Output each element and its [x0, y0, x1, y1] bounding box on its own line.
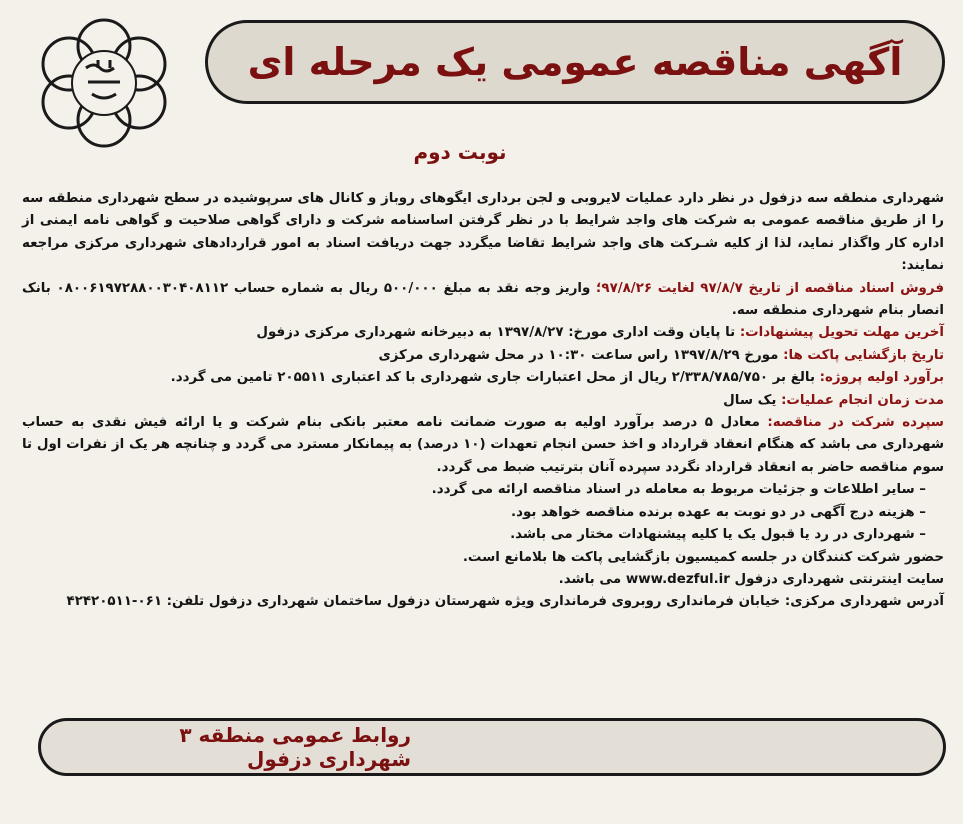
- footer-banner: [38, 718, 946, 776]
- opening-line: [22, 345, 944, 367]
- opening-text: مورخ ۱۳۹۷/۸/۲۹ راس ساعت ۱۰:۳۰ در محل شهرداری مرکزی: [378, 347, 784, 363]
- duration-text: یک سال: [723, 392, 782, 408]
- deadline-text: تا پایان وقت اداری مورخ: ۱۳۹۷/۸/۲۷ به دبیرخانه شهرداری مرکزی دزفول: [256, 325, 740, 341]
- website-suffix: می باشد.: [558, 571, 626, 587]
- bullet-item: – سایر اطلاعات و جزئیات مربوط به معامله در اسناد مناقصه ارائه می گردد.: [22, 479, 944, 501]
- deposit-text: معادل ۵ درصد برآورد اولیه به صورت ضمانت نامه معتبر بانکی بنام شرکت و یا ارائه فیش نقدی به حساب شهرداری می باشد که هنگام انعقاد قرارداد و اخذ حسن انجام تعهدات (۱۰ درصد) به پیمانکار مسترد می گردد و چنانچه هر یک از نفرات اول تا سوم مناقصه حاضر به انعقاد قرارداد نگردد سپرده آنان بترتیب ضبط می گردد.: [22, 415, 944, 475]
- opening-label: تاریخ بازگشایی پاکت ها:: [783, 347, 944, 363]
- announcement-body: [22, 188, 944, 614]
- sale-label: فروش اسناد مناقصه از تاریخ ۹۷/۸/۷ لغایت ۹۷/۸/۲۶؛: [596, 280, 944, 296]
- website-link[interactable]: www.dezful.ir: [625, 571, 730, 587]
- estimate-line: [22, 367, 944, 389]
- website-line: [22, 569, 944, 591]
- subtitle: نوبت دوم: [413, 140, 507, 164]
- duration-line: [22, 390, 944, 412]
- bullet-item: – شهرداری در رد یا قبول یک یا کلیه پیشنهادات مختار می باشد.: [22, 524, 944, 546]
- website-prefix: سایت اینترنتی شهرداری دزفول: [729, 571, 944, 587]
- page-title: آگهی مناقصه عمومی یک مرحله ای: [247, 40, 903, 84]
- estimate-text: بالغ بر ۲/۳۳۸/۷۸۵/۷۵۰ ریال از محل اعتبارات جاری شهرداری با کد اعتباری ۲۰۵۵۱۱ تامین می گردد.: [170, 370, 820, 386]
- estimate-label: برآورد اولیه پروژه:: [819, 370, 944, 386]
- footer-text: روابط عمومی منطقه ۳ شهرداری دزفول: [179, 723, 411, 771]
- deposit-line: [22, 412, 944, 479]
- duration-label: مدت زمان انجام عملیات:: [781, 392, 944, 408]
- address-line: آدرس شهرداری مرکزی: خیابان فرمانداری روبروی فرمانداری ویژه شهرستان دزفول ساختمان شهرداری دزفول تلفن: ۰۶۱-۴۲۴۲۰۵۱۱: [66, 594, 944, 610]
- deadline-label: آخرین مهلت تحویل پیشنهادات:: [739, 325, 944, 341]
- deadline-line: [22, 322, 944, 344]
- bullet-item: – هزینه درج آگهی در دو نوبت به عهده برنده مناقصه خواهد بود.: [22, 502, 944, 524]
- municipality-logo: [14, 8, 194, 158]
- sale-text: واریز وجه نقد به مبلغ ۵۰۰/۰۰۰ ریال به شماره حساب ۰۸۰۰۶۱۹۷۲۸۸۰۰۳۰۴۰۸۱۱۲ بانک انصار بنام شهرداری منطقه سه.: [22, 280, 944, 319]
- deposit-label: سپرده شرکت در مناقصه:: [767, 415, 944, 431]
- title-banner: [205, 20, 945, 104]
- sale-line: [22, 278, 944, 323]
- attendance-line: حضور شرکت کنندگان در جلسه کمیسیون بازگشایی پاکت ها بلامانع است.: [462, 549, 944, 565]
- intro-paragraph: شهرداری منطقه سه دزفول در نظر دارد عملیات لایروبی و لجن برداری ایگوهای روباز و کانال های سرپوشیده در سطح شهرداری منطقه سه را از طریق مناقصه عمومی به شرکت های واجد شرایط با در نظر گرفتن اساسنامه شرکت و دارای گواهی صلاحیت و گواهی نامه ایمنی از اداره کار واگذار نماید، لذا از کلیه شـرکت های واجد شرایط تقاضا میگردد جهت دریافت اسناد به امور قراردادهای شهرداری مرکزی مراجعه نمایند:: [22, 191, 944, 274]
